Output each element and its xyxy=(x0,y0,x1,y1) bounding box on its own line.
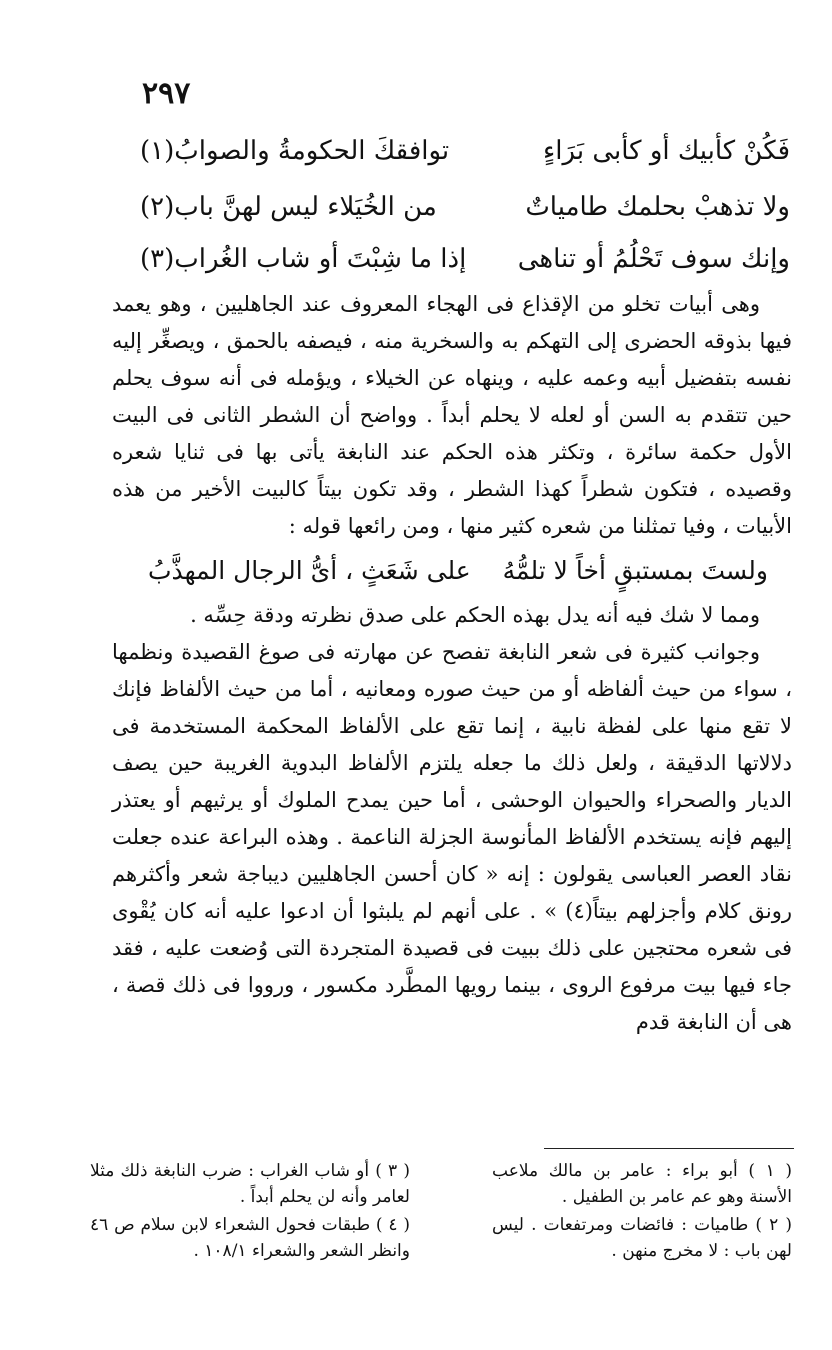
footnote-3: ( ٣ ) أو شاب الغراب : ضرب النابغة ذلك مثلا لعامر وأنه لن يحلم أبداً . xyxy=(90,1161,410,1207)
poem-line-2 xyxy=(140,184,790,230)
main-text xyxy=(112,286,792,1041)
page-number: ٢٩٧ xyxy=(142,76,191,111)
paragraph-2: ومما لا شك فيه أنه يدل بهذه الحكم على صدق نظرته ودقة حِسِّه . xyxy=(190,603,760,627)
footnotes-column-right xyxy=(492,1158,792,1266)
paragraph-3: وجوانب كثيرة فى شعر النابغة تفصح عن مهارته فى صوغ القصيدة ونظمها ، سواء من حيث ألفاظه أو من حيث صوره ومعانيه ، أما من حيث الألفاظ فإنك لا تقع منها على لفظة نابية ، إنما تقع على الألفاظ المحكمة المستخدمة فى دلالاتها الدقيقة ، ولعل ذلك ما جعله يلتزم الألفاظ البدوية الغريبة حين يصف الديار والصحراء والحيوان الوحشى ، أما حين يمدح الملوك أو يرثيهم أو يعتذر إليهم فإنه يستخدم الألفاظ المأنوسة الجزلة الناعمة . وهذه البراعة عنده جعلت نقاد العصر العباسى يقولون : إنه « كان أحسن الجاهليين ديباجة شعر وأكثرهم رونق كلام وأجزلهم بيتاً(٤) » . على أنهم لم يلبثوا أن ادعوا عليه أنه كان يُقْوى فى شعره محتجين على ذلك ببيت فى قصيدة المتجردة التى وُضعت عليه ، فقد جاء فيها بيت مرفوع الروى ، بينما رويها المطَّرد مكسور ، ورووا فى ذلك قصة ، هى أن النابغة قدم xyxy=(112,640,793,1034)
poem-line-3-second-hemistich: إذا ما شِبْتَ أو شاب الغُراب(٣) xyxy=(140,244,467,274)
poem-line-3-first-hemistich: وإنك سوف تَحْلُمُ أو تناهى xyxy=(517,244,790,274)
footnote-1: ( ١ ) أبو براء : عامر بن مالك ملاعب الأسنة وهو عم عامر بن الطفيل . xyxy=(492,1161,793,1207)
quoted-verse-second-hemistich: على شَعَثٍ ، أىُّ الرجال المهذَّبُ xyxy=(148,556,471,585)
poem-line-1 xyxy=(140,128,790,174)
footnote-divider xyxy=(544,1148,794,1149)
footnote-4: ( ٤ ) طبقات فحول الشعراء لابن سلام ص ٤٦ وانظر الشعر والشعراء ١٠٨/١ . xyxy=(90,1215,410,1261)
paragraph-1: وهى أبيات تخلو من الإقذاع فى الهجاء المعروف عند الجاهليين ، وهو يعمد فيها بذوقه الحضرى إلى التهكم به والسخرية منه ، فيصفه بالحمق ، ويصغِّر إليه نفسه بتفضيل أبيه وعمه عليه ، وينهاه عن الخيلاء ، ويؤمله فى أنه سوف يحلم حين تتقدم به السن أو لعله لا يحلم أبداً . وواضح أن الشطر الثانى فى البيت الأول حكمة سائرة ، وتكثر هذه الحكم عند النابغة يأتى بها فى ثنايا شعره وقصيده ، فتكون شطراً كهذا الشطر ، وقد تكون بيتاً كالبيت الأخير من هذه الأبيات ، وفيا تمثلنا من شعره كثير منها ، ومن رائعها قوله : xyxy=(112,292,792,538)
footnote-2: ( ٢ ) طاميات : فائضات ومرتفعات . ليس لهن باب : لا مخرج منهن . xyxy=(492,1215,793,1261)
poem-line-1-first-hemistich: فَكُنْ كأبيك أو كأبى بَرَاءٍ xyxy=(543,136,790,166)
quoted-verse xyxy=(148,545,768,597)
poem-line-3 xyxy=(140,236,790,282)
footnotes-column-left xyxy=(90,1158,410,1266)
poem-line-1-second-hemistich: توافقكَ الحكومةُ والصوابُ(١) xyxy=(140,136,450,166)
poem-line-2-first-hemistich: ولا تذهبْ بحلمك طامياتٌ xyxy=(525,192,790,222)
quoted-verse-first-hemistich: ولستَ بمستبقٍ أخاً لا تلمُّهُ xyxy=(502,556,768,585)
poem-line-2-second-hemistich: من الخُيَلاء ليس لهنَّ باب(٢) xyxy=(140,192,437,222)
